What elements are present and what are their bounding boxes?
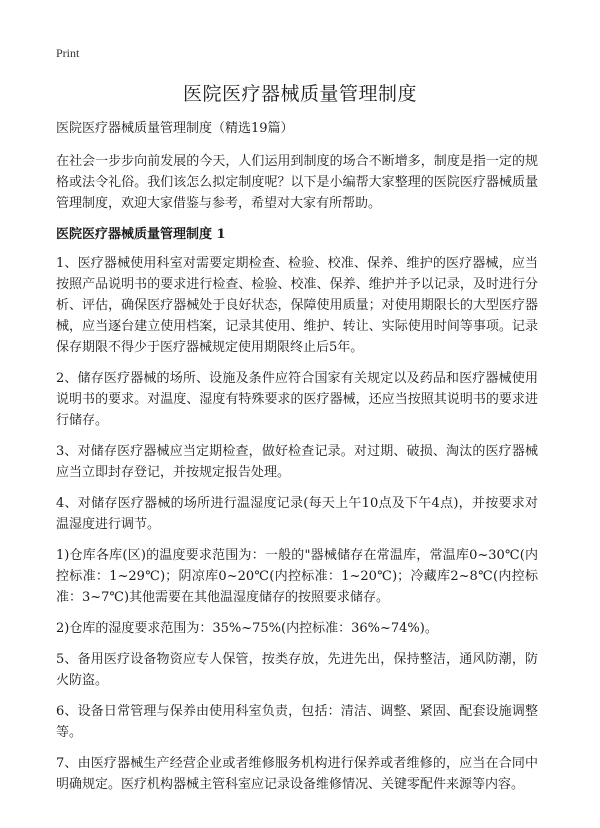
section-heading: 医院医疗器械质量管理制度 1 <box>56 227 226 242</box>
document-subtitle: 医院医疗器械质量管理制度（精选19篇） <box>56 121 294 136</box>
document-body <box>56 118 538 805</box>
paragraph-item: 6、设备日常管理与保养由使用科室负责，包括：清洁、调整、紧固、配套设施调整等。 <box>56 704 538 740</box>
paragraph-item: 4、对储存医疗器械的场所进行温湿度记录(每天上午10点及下午4点)，并按要求对温湿度进行调节。 <box>56 496 538 532</box>
paragraph-item: 1)仓库各库(区)的温度要求范围为：一般的"器械储存在常温库，常温库0~30℃(内控标准：1~29℃)；阴凉库0~20℃(内控标准：1~20℃)；冷藏库2~8℃(内控标准：3~7℃)其他需要在其他温湿度储存的按照要求储存。 <box>56 548 538 605</box>
paragraph-item: 1、医疗器械使用科室对需要定期检查、检验、校准、保养、维护的医疗器械，应当按照产品说明书的要求进行检查、检验、校准、保养、维护并予以记录，及时进行分析、评估，确保医疗器械处于良好状态，保障使用质量；对使用期限长的大型医疗器械，应当逐台建立使用档案，记录其使用、维护、转让、实际使用时间等事项。记录保存期限不得少于医疗器械规定使用期限终止后5年。 <box>56 256 538 355</box>
print-link[interactable]: Print <box>56 46 80 60</box>
paragraph-item: 2、储存医疗器械的场所、设施及条件应符合国家有关规定以及药品和医疗器械使用说明书的要求。对温度、湿度有特殊要求的医疗器械，还应当按照其说明书的要求进行储存。 <box>56 371 538 428</box>
paragraph-item: 7、由医疗器械生产经营企业或者维修服务机构进行保养或者维修的，应当在合同中明确规定。医疗机构器械主管科室应记录设备维修情况、关键零配件来源等内容。 <box>56 756 538 792</box>
document-title: 医院医疗器械质量管理制度 <box>182 83 417 105</box>
paragraph-item: 5、备用医疗设备物资应专人保管，按类存放，先进先出，保持整洁，通风防潮，防火防盗。 <box>56 652 538 688</box>
intro-paragraph: 在社会一步步向前发展的今天，人们运用到制度的场合不断增多，制度是指一定的规格或法令礼俗。我们该怎么拟定制度呢？以下是小编帮大家整理的医院医疗器械质量管理制度，欢迎大家借鉴与参考，希望对大家有所帮助。 <box>56 154 538 211</box>
paragraph-item: 2)仓库的湿度要求范围为：35%~75%(内控标准：36%~74%)。 <box>56 621 438 636</box>
paragraph-item: 3、对储存医疗器械应当定期检查，做好检查记录。对过期、破损、淘汰的医疗器械应当立即封存登记，并按规定报告处理。 <box>56 444 538 480</box>
